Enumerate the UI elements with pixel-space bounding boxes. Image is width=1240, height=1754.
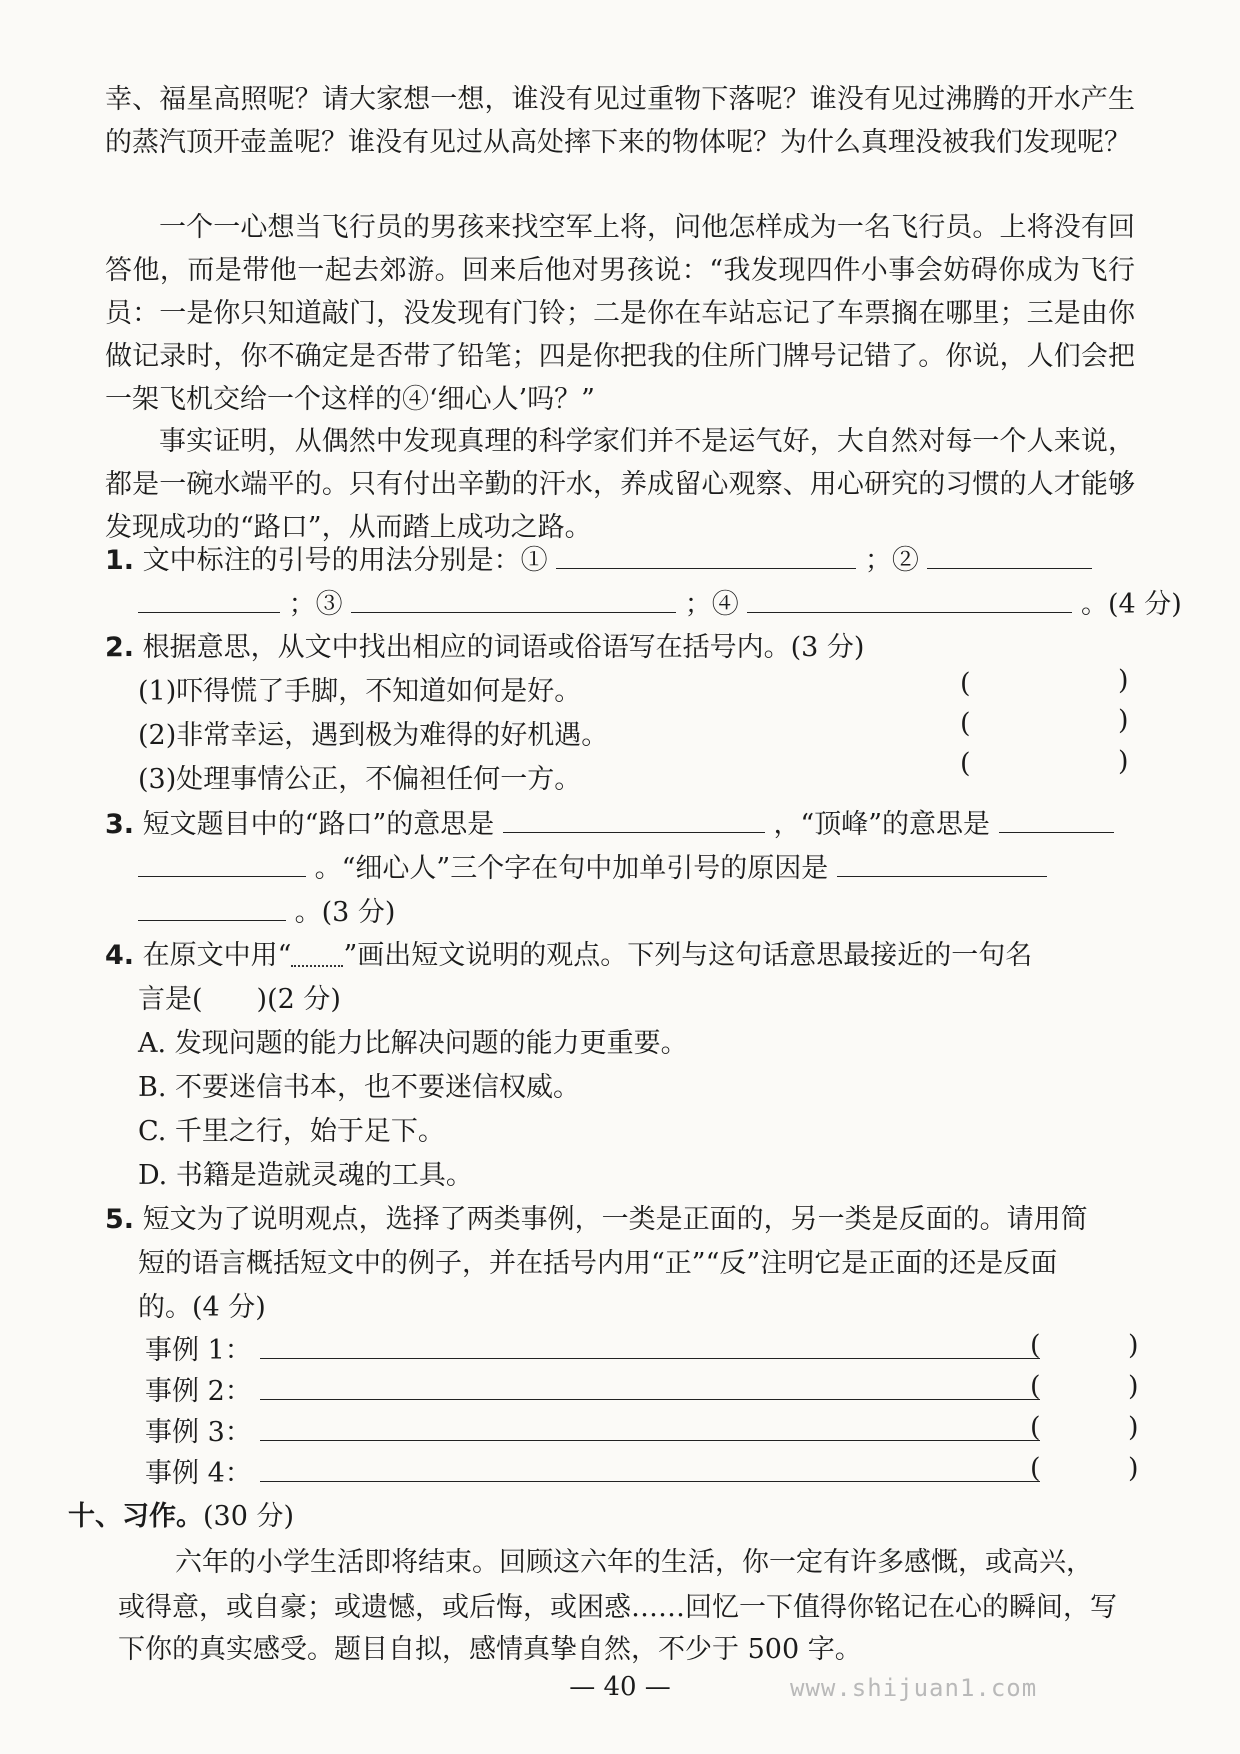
question-3-number: 3. [105,809,135,840]
question-1-text: 文中标注的引号的用法分别是：① [142,545,548,576]
example-3-paren-open: ( [1030,1412,1041,1443]
question-2-item-2: (2)非常幸运，遇到极为难得的好机遇。 [138,720,609,751]
example-3-label: 事例 3： [145,1417,252,1448]
q2-answer-paren-3-open: ( [960,748,971,779]
question-3-score: 。(3 分) [294,897,396,928]
example-2-blank[interactable] [260,1371,1040,1400]
question-1-line-1 [105,540,1092,581]
question-4-option-d: D. 书籍是造就灵魂的工具。 [138,1160,473,1191]
question-4-line-2: 言是( )(2 分) [138,984,341,1015]
question-3-line-1 [105,804,1114,845]
question-1-score: 。(4 分) [1080,589,1182,620]
question-3-mid: ，“顶峰”的意思是 [773,809,991,840]
question-2-item-3: (3)处理事情公正，不偏袒任何一方。 [138,764,582,795]
watermark: www.shijuan1.com [790,1674,1038,1702]
question-5-line-2: 短的语言概括短文中的例子，并在括号内用“正”“反”注明它是正面的还是反面 [138,1248,1058,1279]
question-2-line-1 [105,628,864,668]
question-2-item-1: (1)吓得慌了手脚，不知道如何是好。 [138,676,582,707]
passage-paragraph-1: 幸、福星高照呢？请大家想一想，谁没有见过重物下落呢？谁没有见过沸腾的开水产生的蒸汽顶开壶盖呢？谁没有见过从高处摔下来的物体呢？为什么真理没被我们发现呢？ [105,84,1135,158]
answer-blank-2b[interactable] [138,584,280,613]
section-10-line-3: 下你的真实感受。题目自拟，感情真挚自然，不少于 500 字。 [118,1634,862,1665]
passage-paragraph-2: 一个一心想当飞行员的男孩来找空军上将，问他怎样成为一名飞行员。上将没有回答他，而是带他一起去郊游。回来后他对男孩说：“我发现四件小事会妨碍你成为飞行员：一是你只知道敲门，没发现有门铃；二是你在车站忘记了车票搁在哪里；三是由你做记录时，你不确定是否带了铅笔；四是你把我的住所门牌号记错了。你说，人们会把一架飞机交给一个这样的④‘细心人’吗？” [105,212,1135,415]
question-4-text-b: ”画出短文说明的观点。下列与这句话意思最接近的一句名 [343,940,1033,971]
question-5-line-3: 的。(4 分) [138,1292,266,1323]
example-2-paren-open: ( [1030,1371,1041,1402]
question-1-sep-2: ；② [864,545,919,576]
q2-answer-box-2[interactable] [980,720,1110,750]
example-4-blank[interactable] [260,1453,1040,1482]
example-1-paren-close: ) [1128,1330,1139,1361]
q3-blank-reason-b[interactable] [138,892,286,921]
q3-blank-dingfeng-a[interactable] [999,804,1114,833]
example-3-row [145,1412,1040,1453]
question-4-line-1 [105,936,1032,976]
question-5-line-1 [105,1200,1088,1240]
question-4-number: 4. [105,940,135,971]
question-5-number: 5. [105,1204,135,1235]
example-4-paren-open: ( [1030,1453,1041,1484]
q2-answer-box-3[interactable] [980,760,1110,790]
section-10-heading [68,1497,294,1537]
section-10-title: 十、习作。 [68,1501,203,1532]
section-10-line-2: 或得意，或自豪；或遗憾，或后悔，或困惑……回忆一下值得你铭记在心的瞬间，写 [118,1592,1117,1623]
q2-answer-paren-1-open: ( [960,668,971,699]
question-4-option-b: B. 不要迷信书本，也不要迷信权威。 [138,1072,581,1103]
q2-answer-paren-2-close: ) [1118,705,1129,736]
example-2-label: 事例 2： [145,1376,252,1407]
question-3-line-3 [138,892,395,933]
question-5-text-1: 短文为了说明观点，选择了两类事例，一类是正面的，另一类是反面的。请用简 [142,1204,1088,1235]
question-4-option-c: C. 千里之行，始于足下。 [138,1116,445,1147]
q3-blank-lukou[interactable] [503,804,765,833]
example-2-row [145,1371,1040,1412]
q2-answer-box-1[interactable] [980,680,1110,710]
question-2-text: 根据意思，从文中找出相应的词语或俗语写在括号内。(3 分) [142,632,865,663]
q2-answer-paren-3-close: ) [1118,746,1129,777]
question-2-number: 2. [105,632,135,663]
page-number: — 40 — [569,1672,671,1702]
example-4-label: 事例 4： [145,1458,252,1489]
section-10-line-1: 六年的小学生活即将结束。回顾这六年的生活，你一定有许多感慨，或高兴， [175,1547,1093,1578]
q2-answer-paren-1-close: ) [1118,665,1129,696]
example-3-blank[interactable] [260,1412,1040,1441]
example-1-label: 事例 1： [145,1335,252,1366]
answer-blank-4[interactable] [747,584,1072,613]
example-3-paren-close: ) [1128,1412,1139,1443]
question-3-line-2 [138,848,1047,889]
q3-blank-reason-a[interactable] [837,848,1047,877]
answer-blank-3[interactable] [351,584,676,613]
example-2-paren-close: ) [1128,1371,1139,1402]
example-4-paren-close: ) [1128,1453,1139,1484]
example-1-row [145,1330,1040,1371]
passage-paragraph-3: 事实证明，从偶然中发现真理的科学家们并不是运气好，大自然对每一个人来说，都是一碗水端平的。只有付出辛勤的汗水，养成留心观察、用心研究的习惯的人才能够发现成功的“路口”，从而踏上成功之路。 [105,426,1135,543]
question-4-text-a: 在原文中用“ [142,940,292,971]
question-1-line-2 [138,584,1182,625]
question-3-line2-text: 。“细心人”三个字在句中加单引号的原因是 [314,853,829,884]
wavy-underline-mark [291,947,343,967]
q2-answer-paren-2-open: ( [960,708,971,739]
example-4-row [145,1453,1040,1494]
example-1-paren-open: ( [1030,1330,1041,1361]
question-1-sep-3: ；③ [288,589,343,620]
section-10-score: (30 分) [203,1501,295,1532]
question-1-sep-4: ；④ [684,589,739,620]
question-4-option-a: A. 发现问题的能力比解决问题的能力更重要。 [138,1028,688,1059]
answer-blank-1[interactable] [556,540,856,569]
answer-blank-2a[interactable] [927,540,1092,569]
question-3-text: 短文题目中的“路口”的意思是 [142,809,495,840]
q3-blank-dingfeng-b[interactable] [138,848,306,877]
question-1-number: 1. [105,545,135,576]
example-1-blank[interactable] [260,1330,1040,1359]
